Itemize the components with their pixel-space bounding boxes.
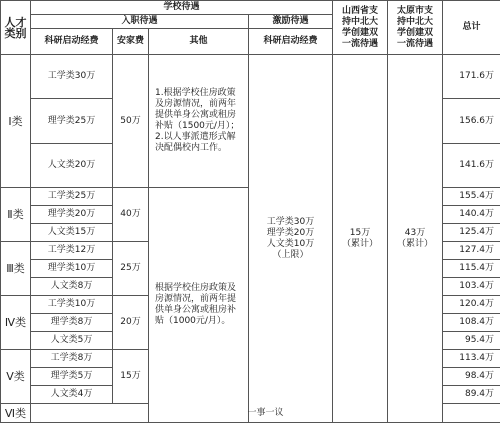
table-cell-settling-fee: 50万 bbox=[113, 55, 149, 188]
header-entry-benefits: 入职待遇 bbox=[31, 15, 249, 29]
table-cell-total: 171.6万 bbox=[443, 55, 500, 99]
table-cell-total: 113.4万 bbox=[443, 350, 500, 368]
header-shanxi-support: 山西省支 持中北大 学创建双 一流待遇 bbox=[333, 1, 388, 55]
table-cell-discipline: 理学类25万 bbox=[31, 99, 113, 144]
table-cell-discipline: 理学类10万 bbox=[31, 260, 113, 278]
table-cell-discipline: 工学类8万 bbox=[31, 350, 113, 368]
table-cell-discipline: 工学类12万 bbox=[31, 242, 113, 260]
header-incentive-benefits: 激励待遇 bbox=[249, 15, 333, 29]
table-cell-discipline: 人文类8万 bbox=[31, 278, 113, 296]
table-cell-shanxi-support: 15万 （累计） bbox=[333, 55, 388, 423]
table-cell-discipline: 工学类10万 bbox=[31, 296, 113, 314]
table-cell-total: 89.4万 bbox=[443, 386, 500, 404]
category-label-III: Ⅲ类 bbox=[1, 242, 31, 296]
table-cell-total: 103.4万 bbox=[443, 278, 500, 296]
table-cell-discipline: 人文类4万 bbox=[31, 386, 113, 404]
table-cell-discipline: 理学类8万 bbox=[31, 314, 113, 332]
table-cell-settling-fee: 40万 bbox=[113, 188, 149, 242]
table-cell-total: 108.4万 bbox=[443, 314, 500, 332]
table-cell-discipline: 理学类5万 bbox=[31, 368, 113, 386]
header-school-benefits: 学校待遇 bbox=[31, 1, 333, 15]
table-cell-settling-fee: 20万 bbox=[113, 296, 149, 350]
table-cell-total: 155.4万 bbox=[443, 188, 500, 206]
header-other: 其他 bbox=[149, 29, 249, 55]
table-cell-total: 98.4万 bbox=[443, 368, 500, 386]
table-cell-total: 127.4万 bbox=[443, 242, 500, 260]
table-cell-total: 141.6万 bbox=[443, 144, 500, 188]
table-cell-taiyuan-support: 43万 （累计） bbox=[388, 55, 443, 423]
category-label-II: Ⅱ类 bbox=[1, 188, 31, 242]
table-cell-incentive-funds: 工学类30万 理学类20万 人文类10万 （上限） bbox=[249, 55, 333, 423]
category-label-V: Ⅴ类 bbox=[1, 350, 31, 404]
category-label-IV: Ⅳ类 bbox=[1, 296, 31, 350]
header-category: 人才 类别 bbox=[1, 1, 31, 55]
table-cell-discipline: 人文类15万 bbox=[31, 224, 113, 242]
category-label-VI: Ⅵ类 bbox=[1, 404, 31, 423]
table-cell-discipline: 理学类20万 bbox=[31, 206, 113, 224]
table-cell-total: 95.4万 bbox=[443, 332, 500, 350]
header-taiyuan-support: 太原市支 持中北大 学创建双 一流待遇 bbox=[388, 1, 443, 55]
table-cell-settling-fee: 25万 bbox=[113, 242, 149, 296]
table-cell-discipline: 人文类5万 bbox=[31, 332, 113, 350]
table-cell-total: 125.4万 bbox=[443, 224, 500, 242]
table-cell-total: 115.4万 bbox=[443, 260, 500, 278]
table-cell-discipline: 工学类25万 bbox=[31, 188, 113, 206]
header-incentive-research-funds: 科研启动经费 bbox=[249, 29, 333, 55]
table-cell-total: 156.6万 bbox=[443, 99, 500, 144]
table-cell-other-II-V: 根据学校住房政策及房源情况，前两年提供单身公寓或租房补贴（1000元/月）。 bbox=[149, 188, 249, 423]
table-cell-total: 120.4万 bbox=[443, 296, 500, 314]
table-cell-discipline: 工学类30万 bbox=[31, 55, 113, 99]
header-research-startup-funds: 科研启动经费 bbox=[31, 29, 113, 55]
header-settling-fee: 安家费 bbox=[113, 29, 149, 55]
table-cell-settling-fee: 15万 bbox=[113, 350, 149, 404]
table-cell-total: 140.4万 bbox=[443, 206, 500, 224]
header-total: 总计 bbox=[443, 1, 500, 55]
category-label-I: Ⅰ类 bbox=[1, 55, 31, 188]
table-cell-discipline: 人文类20万 bbox=[31, 144, 113, 188]
table-cell-case-by-case: 一事一议 bbox=[31, 404, 500, 423]
table-cell-other-I: 1.根据学校住房政策及房源情况，前两年提供单身公寓或租房补贴（1500元/月）；2.以人事派遣形式解决配偶校内工作。 bbox=[149, 55, 249, 188]
